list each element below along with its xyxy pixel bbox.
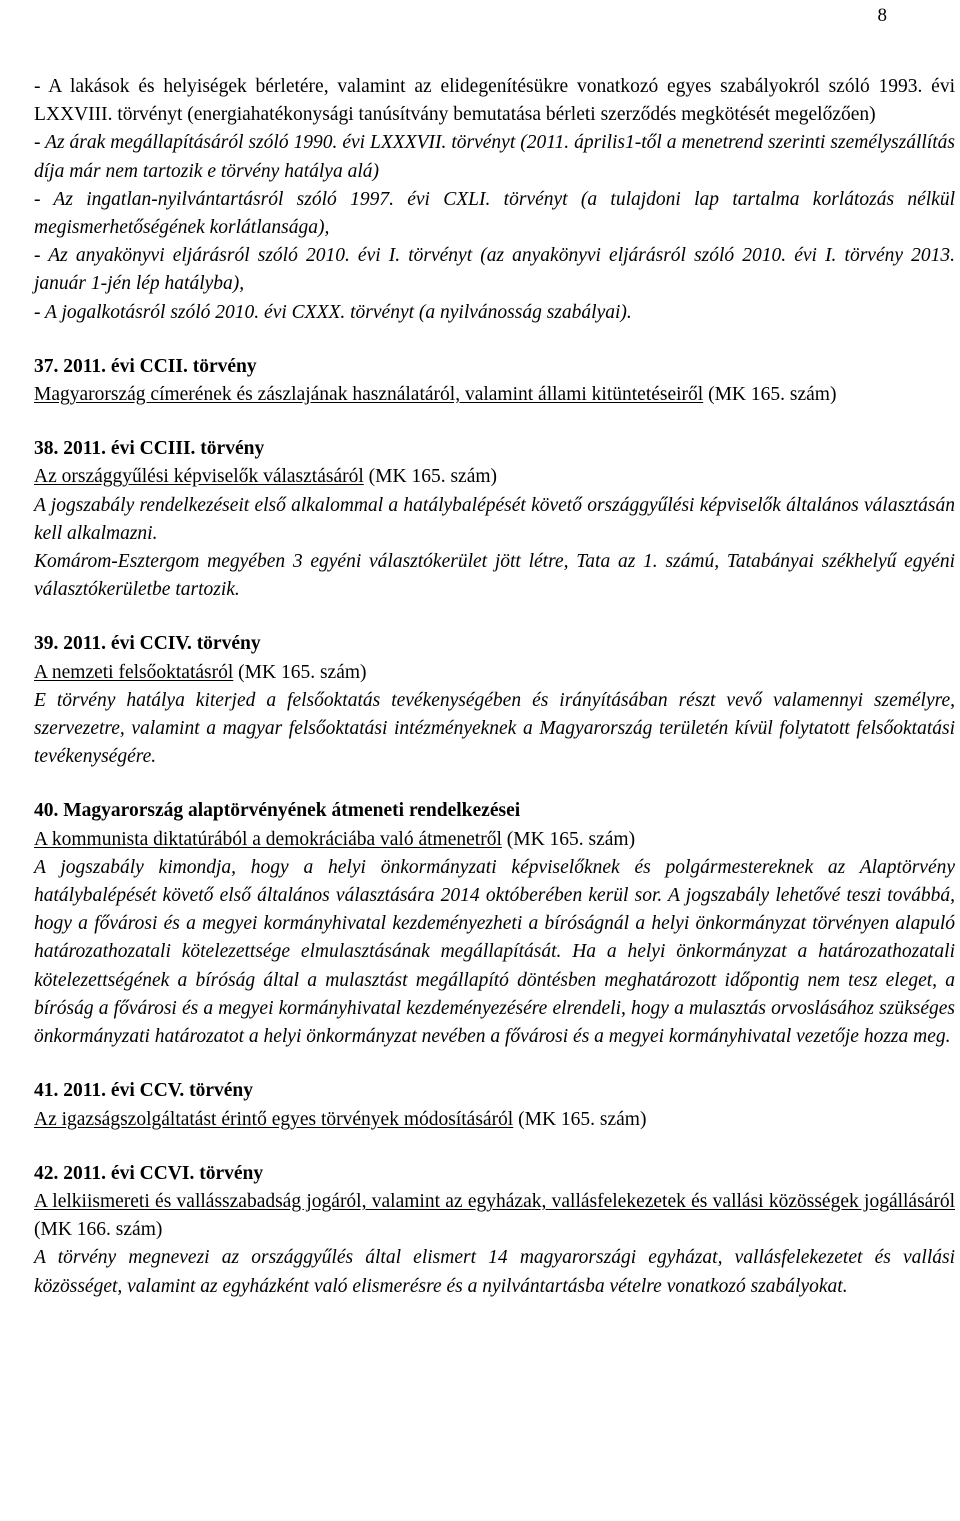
section-37-title: Magyarország címerének és zászlajának használatáról, valamint állami kitüntetéseiről	[34, 384, 704, 406]
section-42-title-line	[34, 1188, 955, 1244]
section-38-note-2: Komárom-Esztergom megyében 3 egyéni választókerület jött létre, Tata az 1. számú, Tatabányai székhelyű egyéni választókerületbe tartozik.	[34, 551, 955, 601]
intro-item-ingatlan: - Az ingatlan-nyilvántartásról szóló 1997. évi CXLI. törvényt (a tulajdoni lap tartalma korlátozás nélkül megismerhetőségének korlátlansága),	[34, 188, 955, 239]
spacer	[34, 771, 955, 797]
section-40-note-1: A jogszabály kimondja, hogy a helyi önkormányzati képviselőknek és polgármestereknek az Alaptörvény hatálybalépését követő első általános választására 2014 októberében kerül sor. A jogszabály lehetővé teszi továbbá, hogy a fővárosi és a megyei kormányhivatal kezdeményezheti a bíróságnál a helyi önkormányzat törvényen alapuló határozathozatali kötelezettsége elmulasztásának megállapítását. Ha a helyi önkormányzat a határozathozatali kötelezettségének a bíróság által a mulasztást megállapító döntésben meghatározott időpontig nem tesz eleget, a bíróság a fővárosi és a megyei kormányhivatal kezdeményezésére elrendeli, hogy a mulasztás orvoslásához szükséges önkormányzati határozatot a helyi önkormányzat nevében a fővárosi és a megyei kormányhivatal vezetője hozza meg.	[34, 856, 955, 1048]
spacer	[34, 604, 955, 630]
spacer	[34, 1134, 955, 1160]
page-content	[34, 73, 955, 1301]
intro-item-jogalkotas: - A jogalkotásról szóló 2010. évi CXXX. törvényt (a nyilvánosság szabályai).	[34, 301, 632, 323]
section-39-title: A nemzeti felsőoktatásról	[34, 661, 234, 683]
section-42-note-1: A törvény megnevezi az országgyűlés által elismert 14 magyarországi egyházat, vallásfelekezetet és vallási közösséget, valamint az egyházként való elismerésre és a nyilvántartásba vételre vonatkozó szabályokat.	[34, 1247, 955, 1297]
section-37-title-line	[34, 381, 955, 409]
section-38-title-line	[34, 463, 955, 491]
section-42-ref: (MK 166. szám)	[34, 1219, 163, 1241]
section-39-title-line	[34, 659, 955, 687]
spacer	[34, 327, 955, 353]
intro-item-lakasok: - A lakások és helyiségek bérletére, valamint az elidegenítésükre vonatkozó egyes szabályokról szóló 1993. évi LXXVIII. törvényt (energiahatékonysági tanúsítvány bemutatása bérleti szerződés megkötését megelőzően)	[34, 76, 955, 126]
section-40-ref: (MK 165. szám)	[501, 828, 636, 850]
section-39-ref: (MK 165. szám)	[233, 661, 367, 683]
intro-item-arak: - Az árak megállapításáról szóló 1990. évi LXXXVII. törvényt (2011. április1-től a menetrend szerinti személyszállítás díja már nem tartozik e törvény hatálya alá)	[34, 132, 955, 182]
section-38-ref: (MK 165. szám)	[363, 466, 498, 488]
section-39-heading: 39. 2011. évi CCIV. törvény	[34, 633, 261, 655]
section-37-ref: (MK 165. szám)	[703, 384, 837, 406]
intro-item-anyakonyv: - Az anyakönyvi eljárásról szóló 2010. évi I. törvényt (az anyakönyvi eljárásról szóló 2010. évi I. törvény 2013. január 1-jén lép hatályba),	[34, 245, 955, 295]
section-41-title-line	[34, 1106, 955, 1134]
section-41-heading: 41. 2011. évi CCV. törvény	[34, 1080, 254, 1102]
section-41-title: Az igazságszolgáltatást érintő egyes törvények módosításáról	[34, 1108, 514, 1130]
section-37-heading: 37. 2011. évi CCII. törvény	[34, 355, 257, 377]
section-41-ref: (MK 165. szám)	[513, 1108, 647, 1130]
section-39-note-1: E törvény hatálya kiterjed a felsőoktatás tevékenységében és irányításában részt vevő valamennyi személyre, szervezetre, valamint a magyar felsőoktatási intézményeknek a Magyarország területén kívül folytatott felsőoktatási tevékenységére.	[34, 689, 955, 768]
spacer	[34, 409, 955, 435]
section-40-heading: 40. Magyarország alaptörvényének átmeneti rendelkezései	[34, 800, 521, 822]
section-38-title: Az országgyűlési képviselők választásáról	[34, 466, 364, 488]
section-38-note-1: A jogszabály rendelkezéseit első alkalommal a hatálybalépését követő országgyűlési képviselők általános választásán kell alkalmazni.	[34, 494, 955, 544]
section-38-heading: 38. 2011. évi CCIII. törvény	[34, 438, 265, 460]
section-42-heading: 42. 2011. évi CCVI. törvény	[34, 1162, 264, 1184]
section-40-title: A kommunista diktatúrából a demokráciába való átmenetről	[34, 828, 502, 850]
section-42-title: A lelkiismereti és vallásszabadság jogáról, valamint az egyházak, vallásfelekezetek és vallási közösségek jogállásáról	[34, 1190, 955, 1212]
page-number: 8	[877, 5, 887, 26]
section-40-title-line	[34, 826, 955, 854]
spacer	[34, 1051, 955, 1077]
